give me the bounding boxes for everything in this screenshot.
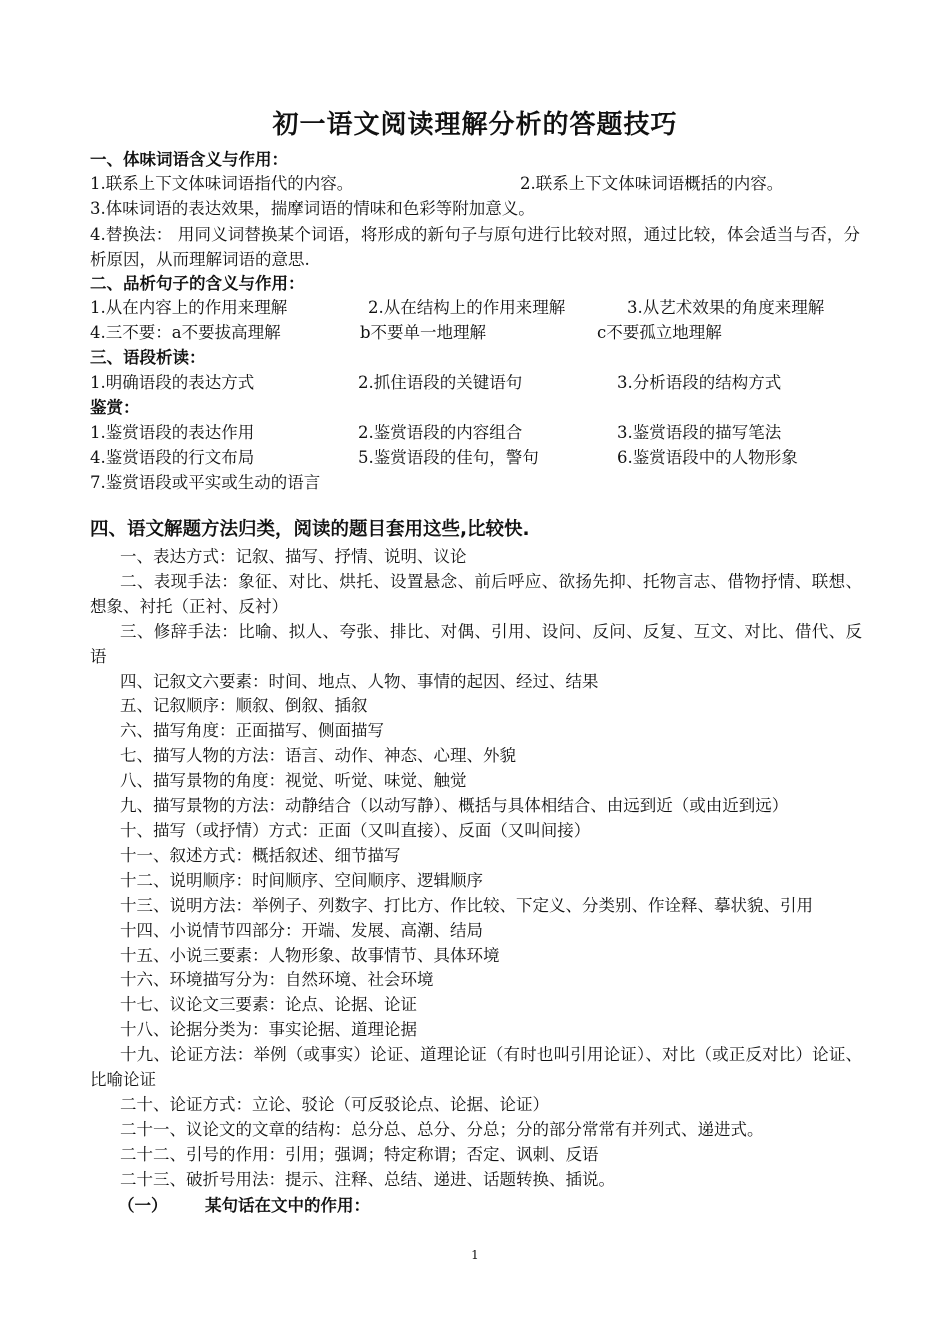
subsection-label: （一） xyxy=(118,1196,168,1215)
list-item: 二十二、引号的作用：引用；强调；特定称谓；否定、讽刺、反语 xyxy=(120,1144,599,1164)
page-title: 初一语文阅读理解分析的答题技巧 xyxy=(272,110,678,140)
s1-item-3: 3.体味词语的表达效果，揣摩词语的情味和色彩等附加意义。 xyxy=(90,199,535,218)
appr-item-1: 1.鉴赏语段的表达作用 xyxy=(90,423,255,442)
section-heading-4: 四、语文解题方法归类，阅读的题目套用这些,比较快. xyxy=(90,519,530,540)
list-item: 二十三、破折号用法：提示、注释、总结、递进、话题转换、插说。 xyxy=(120,1169,615,1189)
appr-item-7: 7.鉴赏语段或平实或生动的语言 xyxy=(90,473,321,492)
list-item: 五、记叙顺序：顺叙、倒叙、插叙 xyxy=(120,696,368,716)
section-heading-1: 一、体味词语含义与作用： xyxy=(90,150,288,169)
s3-item-1: 1.明确语段的表达方式 xyxy=(90,373,255,392)
list-item: 十六、环境描写分为：自然环境、社会环境 xyxy=(120,970,434,990)
list-item: 四、记叙文六要素：时间、地点、人物、事情的起因、经过、结果 xyxy=(120,671,599,691)
appr-item-6: 6.鉴赏语段中的人物形象 xyxy=(617,448,798,467)
s2-item-4b: b不要单一地理解 xyxy=(360,323,487,342)
list-item: 十四、小说情节四部分：开端、发展、高潮、结局 xyxy=(120,920,483,940)
s3-item-2: 2.抓住语段的关键语句 xyxy=(358,373,523,392)
page-number: 1 xyxy=(471,1248,479,1262)
list-item: 二十、论证方式：立论、驳论（可反驳论点、论据、论证） xyxy=(120,1094,549,1114)
s2-item-3: 3.从艺术效果的角度来理解 xyxy=(627,298,825,317)
list-item: 十、描写（或抒情）方式：正面（又叫直接）、反面（又叫间接） xyxy=(120,820,591,840)
s1-item-2: 2.联系上下文体味词语概括的内容。 xyxy=(520,174,784,193)
list-item: 二、表现手法：象征、对比、烘托、设置悬念、前后呼应、欲扬先抑、托物言志、借物抒情、联想、想象、衬托（正衬、反衬） xyxy=(90,571,862,616)
appr-item-5: 5.鉴赏语段的佳句，警句 xyxy=(358,448,539,467)
appreciation-heading: 鉴赏： xyxy=(90,398,140,417)
list-item: 三、修辞手法：比喻、拟人、夸张、排比、对偶、引用、设问、反问、反复、互文、对比、借代、反语 xyxy=(90,621,862,666)
s2-item-1: 1.从在内容上的作用来理解 xyxy=(90,298,288,317)
list-item: 十五、小说三要素：人物形象、故事情节、具体环境 xyxy=(120,945,500,965)
s2-item-2: 2.从在结构上的作用来理解 xyxy=(368,298,566,317)
list-item: 六、描写角度：正面描写、侧面描写 xyxy=(120,721,384,741)
list-item: 十一、叙述方式：概括叙述、细节描写 xyxy=(120,845,401,865)
list-item: 十八、论据分类为：事实论据、道理论据 xyxy=(120,1020,417,1040)
subsection-title: 某句话在文中的作用： xyxy=(205,1196,370,1215)
s1-item-1: 1.联系上下文体味词语指代的内容。 xyxy=(90,174,354,193)
list-item: 十二、说明顺序：时间顺序、空间顺序、逻辑顺序 xyxy=(120,870,483,890)
list-item: 七、描写人物的方法：语言、动作、神态、心理、外貌 xyxy=(120,746,516,766)
section-heading-2: 二、品析句子的含义与作用： xyxy=(90,274,305,293)
list-item: 十七、议论文三要素：论点、论据、论证 xyxy=(120,995,417,1015)
list-item: 九、描写景物的方法：动静结合（以动写静）、概括与具体相结合、由远到近（或由近到远） xyxy=(120,796,789,816)
s1-item-4: 4.替换法： 用同义词替换某个词语，将形成的新句子与原句进行比较对照，通过比较，体会适当与否，分析原因，从而理解词语的意思. xyxy=(90,225,860,269)
method-list xyxy=(90,545,862,1193)
appr-item-2: 2.鉴赏语段的内容组合 xyxy=(358,423,523,442)
section-heading-3: 三、语段析读： xyxy=(90,348,206,367)
s2-item-4c: c不要孤立地理解 xyxy=(597,323,722,342)
list-item: 十三、说明方法：举例子、列数字、打比方、作比较、下定义、分类别、作诠释、摹状貌、引用 xyxy=(120,895,813,915)
s3-item-3: 3.分析语段的结构方式 xyxy=(617,373,782,392)
list-item: 二十一、议论文的文章的结构：总分总、总分、分总；分的部分常常有并列式、递进式。 xyxy=(120,1119,764,1139)
appr-item-3: 3.鉴赏语段的描写笔法 xyxy=(617,423,782,442)
list-item: 十九、论证方法：举例（或事实）论证、道理论证（有时也叫引用论证）、对比（或正反对比）论证、比喻论证 xyxy=(90,1045,862,1090)
list-item: 一、表达方式：记叙、描写、抒情、说明、议论 xyxy=(120,547,467,566)
list-item: 八、描写景物的角度：视觉、听觉、味觉、触觉 xyxy=(120,771,467,791)
s2-item-4: 4.三不要：a不要拔高理解 xyxy=(90,323,281,342)
appr-item-4: 4.鉴赏语段的行文布局 xyxy=(90,448,255,467)
